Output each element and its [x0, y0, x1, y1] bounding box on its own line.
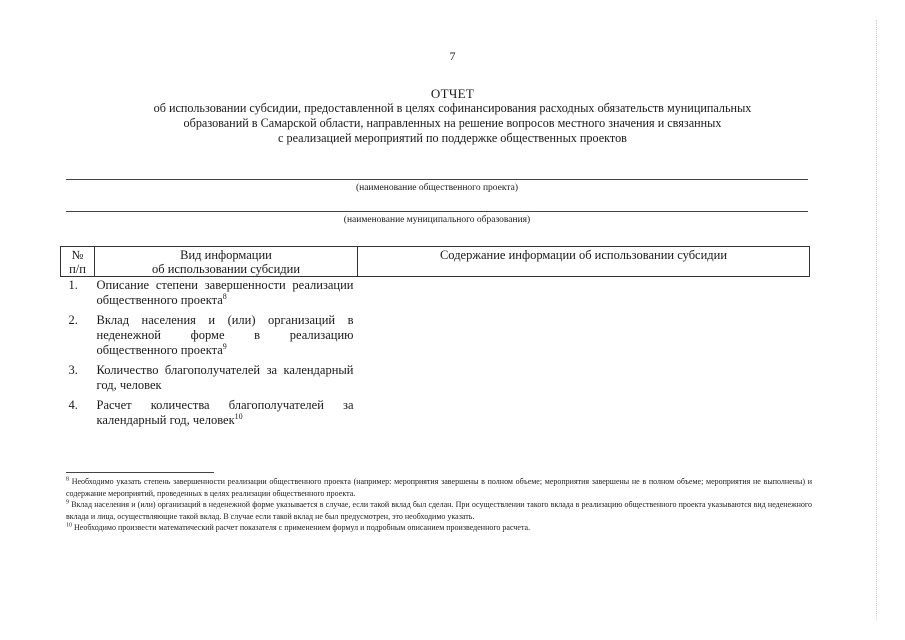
- header-content: Содержание информации об использовании субсидии: [358, 247, 810, 277]
- header-kind: [95, 247, 358, 277]
- table-row: [61, 277, 810, 313]
- table-row: [61, 362, 810, 397]
- footnote-text: Необходимо произвести математический расчет показателя с применением формул и подробным описанием произведенного расчета.: [74, 523, 531, 532]
- footnote-ref: 8: [222, 291, 227, 301]
- subtitle-line: образований в Самарской области, направленных на решение вопросов местного значения и связанных: [183, 116, 722, 130]
- footnotes: [66, 476, 812, 534]
- table-header-row: [61, 247, 810, 277]
- footnote: [66, 499, 812, 522]
- row-content: [358, 277, 810, 313]
- header-number: [61, 247, 95, 277]
- scan-edge-mark: [876, 20, 877, 620]
- municipality-name-caption: (наименование муниципального образования): [343, 215, 531, 225]
- project-name-caption: (наименование общественного проекта): [355, 183, 519, 193]
- row-content: [358, 362, 810, 397]
- row-kind: [95, 362, 358, 397]
- project-name-line: [66, 179, 808, 180]
- row-content: [358, 312, 810, 362]
- footnote-text: Необходимо указать степень завершенности реализации общественного проекта (например: мероприятия завершены в полном объеме; мероприятия завершены не в полном объеме; мероприятия не выполнены) и содержание мероприятий, проведенных в целях реализации общественного проекта.: [66, 477, 813, 498]
- row-kind: [95, 312, 358, 362]
- info-table: [60, 246, 810, 432]
- row-number: 4.: [68, 398, 78, 412]
- row-kind-text: Вклад населения и (или) организаций в неденежной форме в реализацию общественного проекта: [96, 313, 354, 357]
- header-kind-line: Вид информации: [180, 248, 272, 262]
- row-content: [358, 397, 810, 432]
- subtitle-line: с реализацией мероприятий по поддержке общественных проектов: [278, 131, 627, 145]
- row-kind: [95, 397, 358, 432]
- footnote-separator: [66, 472, 214, 473]
- header-number-line: №: [71, 248, 84, 262]
- municipality-name-line: [66, 211, 808, 212]
- table-row: [61, 312, 810, 362]
- footnote-ref: 9: [222, 341, 227, 351]
- footnote-ref: 10: [234, 411, 243, 421]
- footnote-mark: 8: [66, 476, 69, 483]
- table-row: [61, 397, 810, 432]
- header-kind-line: об использовании субсидии: [151, 262, 301, 276]
- footnote: [66, 476, 812, 499]
- report-title: ОТЧЕТ: [430, 86, 475, 101]
- report-subtitle: [90, 101, 815, 146]
- row-kind-text: Количество благополучателей за календарный год, человек: [96, 363, 354, 392]
- footnote-mark: 10: [66, 522, 72, 529]
- subtitle-line: об использовании субсидии, предоставленной в целях софинансирования расходных обязательств муниципальных: [153, 101, 752, 115]
- row-number: 1.: [68, 278, 78, 292]
- row-kind-text: Описание степени завершенности реализации общественного проекта: [96, 278, 354, 307]
- row-number: 3.: [68, 363, 78, 377]
- row-number: 2.: [68, 313, 78, 327]
- header-number-line: п/п: [69, 262, 86, 276]
- footnote-text: Вклад населения и (или) организаций в неденежной форме указывается в случае, если такой вклад был сделан. При осуществлении такого вклада в реализацию общественного проекта указываются вид неденежного вклада и лица, осуществляющие такой вклад. В случае если такой вклад не был предусмотрен, это необходимо указать.: [66, 500, 812, 521]
- page-number: 7: [449, 49, 456, 63]
- row-kind-text: Расчет количества благополучателей за календарный год, человек: [96, 398, 354, 427]
- footnote-mark: 9: [66, 499, 69, 506]
- row-kind: [95, 277, 358, 313]
- footnote: [66, 522, 812, 534]
